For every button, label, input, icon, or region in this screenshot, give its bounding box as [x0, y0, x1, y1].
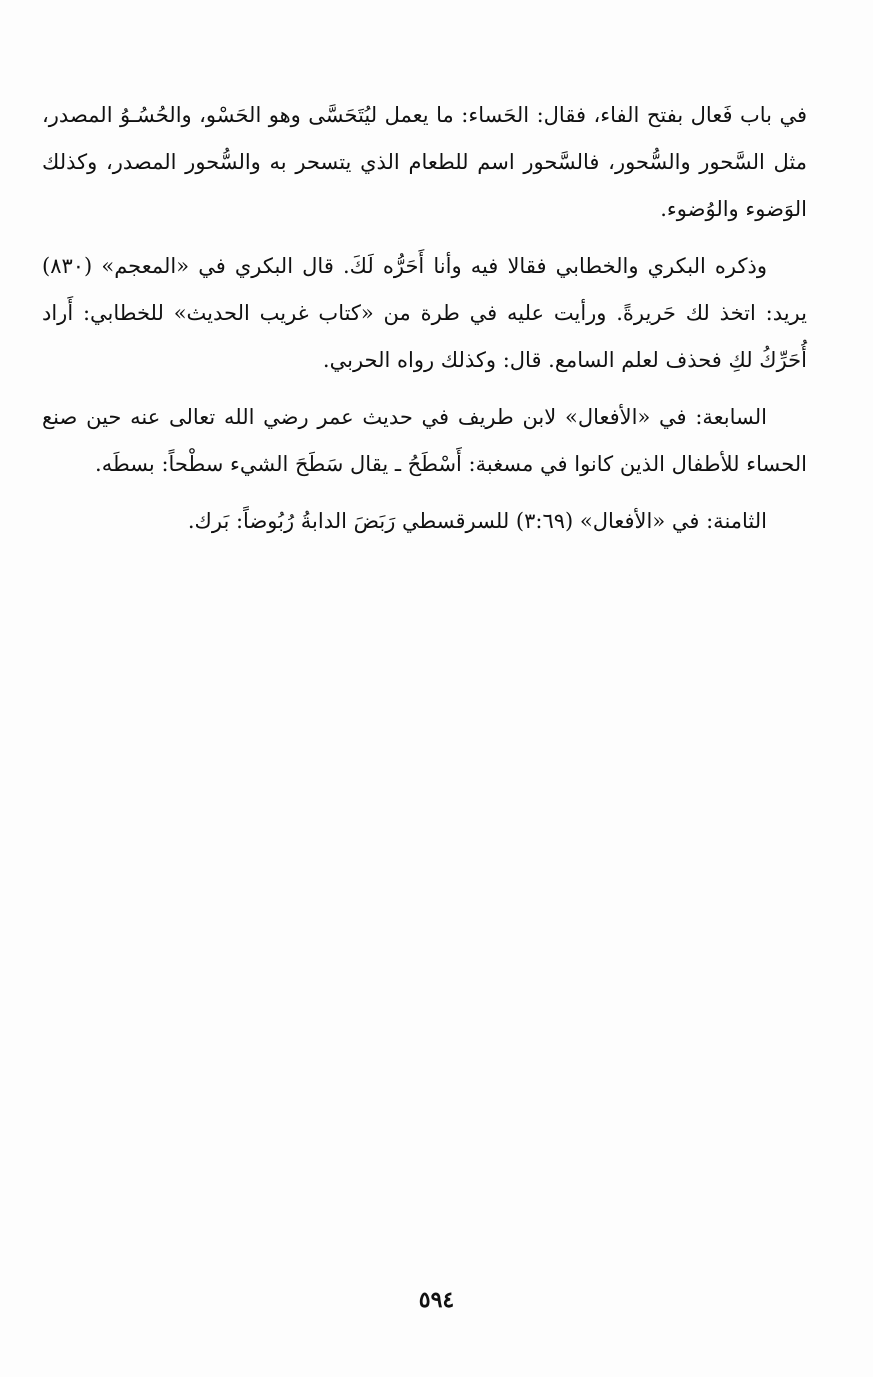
body-text	[42, 92, 807, 555]
paragraph-2: وذكره البكري والخطابي فقالا فيه وأنا أَحَرُّه لَكَ. قال البكري في «المعجم» (٨٣٠) يريد: اتخذ لك حَريرةً. ورأيت عليه في طرة من «كتاب غريب الحديث» للخطابي: أَراد أُحَرِّكُ لكِ فحذف لعلم السامع. قال: وكذلك رواه الحربي.	[42, 254, 807, 372]
page-number: ٥٩٤	[418, 1287, 455, 1313]
paragraph-1: في باب فَعال بفتح الفاء، فقال: الحَساء: ما يعمل ليُتَحَسَّى وهو الحَسْو، والحُسُـوُ المصدر، مثل السَّحور والسُّحور، فالسَّحور اسم للطعام الذي يتسحر به والسُّحور المصدر، وكذلك الوَضوء والوُضوء.	[42, 103, 807, 221]
paragraph-3: السابعة: في «الأفعال» لابن طريف في حديث عمر رضي الله تعالى عنه حين صنع الحساء للأطفال الذين كانوا في مسغبة: أَسْطَحُ ـ يقال سَطَحَ الشيء سطْحاً: بسطَه.	[42, 405, 807, 476]
paragraph-4: الثامنة: في «الأفعال» (٣:٦٩) للسرقسطي رَبَضَ الدابةُ رُبُوضاً: بَرك.	[187, 509, 767, 533]
